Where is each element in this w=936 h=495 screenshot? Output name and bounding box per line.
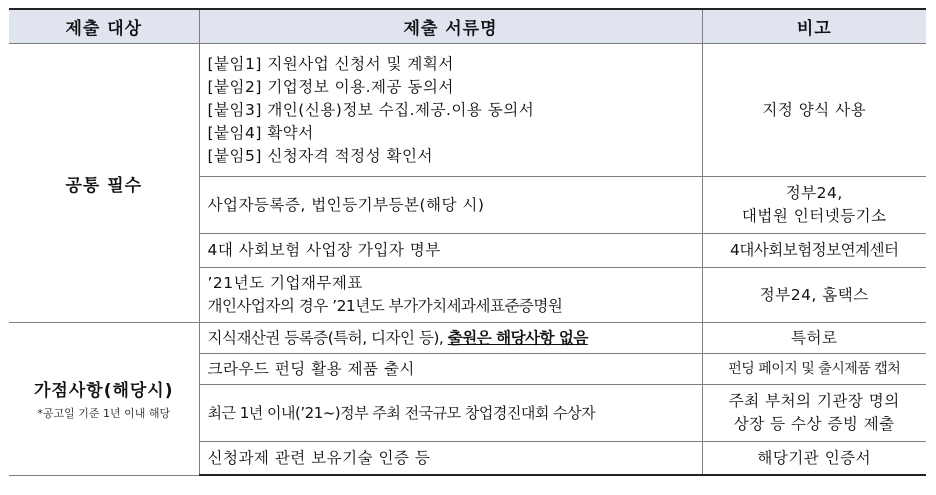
doc-cell: 사업자등록증, 법인등기부등본(해당 시) [199, 177, 702, 234]
category-bonus-title: 가점사항(해당시) [34, 381, 174, 402]
table-row [9, 323, 926, 354]
doc-cell: 크라우드 펀딩 활용 제품 출시 [199, 354, 702, 385]
doc-line: 개인사업자의 경우 ’21년도 부가가치세과세표준증명원 [207, 297, 563, 315]
doc-line: [붙임1] 지원사업 신청서 및 계획서 [207, 54, 454, 73]
doc-cell [199, 323, 702, 354]
submission-documents-table [9, 8, 926, 476]
note-cell: 특허로 [702, 323, 926, 354]
note-cell: 정부24, 홈택스 [702, 268, 926, 323]
note-cell [702, 177, 926, 234]
doc-line: [붙임4] 확약서 [207, 123, 314, 142]
category-common [9, 44, 199, 323]
table-row [9, 44, 926, 177]
note-line: 대법원 인터넷등기소 [741, 207, 887, 225]
note-line: 정부24, [785, 184, 843, 202]
header-target: 제출 대상 [9, 9, 199, 44]
doc-cell: 신청과제 관련 보유기술 인증 등 [199, 442, 702, 476]
note-line: 주최 부처의 기관장 명의 [728, 392, 900, 410]
doc-line: [붙임3] 개인(신용)정보 수집.제공.이용 동의서 [207, 100, 535, 119]
header-docs: 제출 서류명 [199, 9, 702, 44]
doc-emphasis: 출원은 해당사항 없음 [447, 328, 588, 347]
category-bonus-subtitle: *공고일 기준 1년 이내 해당 [37, 407, 171, 421]
category-common-title: 공통 필수 [65, 175, 143, 196]
doc-cell-attachments [199, 44, 702, 177]
note-cell: 지정 양식 사용 [702, 44, 926, 177]
header-note: 비고 [702, 9, 926, 44]
note-cell: 4대사회보험정보연계센터 [702, 234, 926, 268]
doc-cell [199, 268, 702, 323]
doc-line: ’21년도 기업재무제표 [207, 274, 363, 292]
note-cell [702, 385, 926, 442]
category-bonus [9, 323, 199, 476]
header-row [9, 9, 926, 44]
doc-cell: 4대 사회보험 사업장 가입자 명부 [199, 234, 702, 268]
doc-line: [붙임2] 기업정보 이용.제공 동의서 [207, 77, 454, 96]
note-line: 상장 등 수상 증빙 제출 [733, 415, 895, 433]
doc-line: [붙임5] 신청자격 적정성 확인서 [207, 146, 433, 165]
note-cell: 해당기관 인증서 [702, 442, 926, 476]
doc-text: 지식재산권 등록증(특허, 디자인 등), [207, 328, 448, 347]
doc-cell: 최근 1년 이내(’21~)정부 주최 전국규모 창업경진대회 수상자 [199, 385, 702, 442]
note-cell: 펀딩 페이지 및 출시제품 캡처 [702, 354, 926, 385]
